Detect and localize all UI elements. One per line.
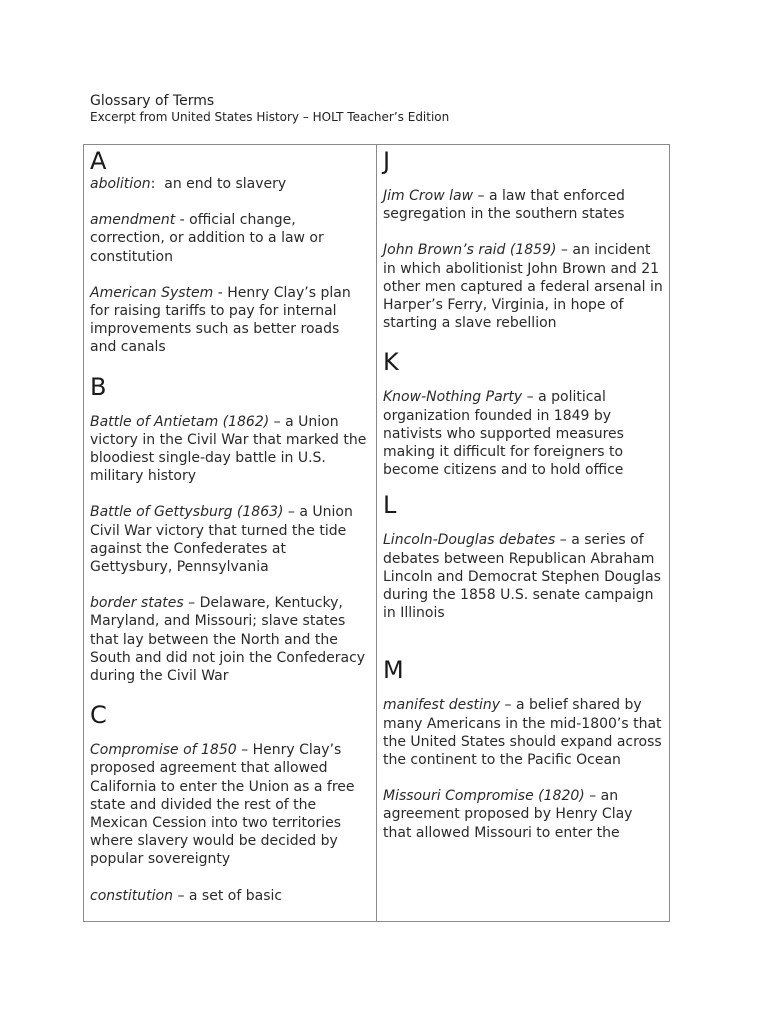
separator: – bbox=[500, 697, 516, 714]
term: abolition bbox=[90, 176, 151, 192]
definition: an agreement proposed by Henry Clay that allowed Missouri to enter the bbox=[383, 788, 633, 841]
term: Compromise of 1850 bbox=[90, 742, 237, 759]
term: manifest destiny bbox=[383, 697, 501, 714]
definition: an end to slavery bbox=[164, 176, 287, 192]
separator: - bbox=[213, 284, 228, 301]
separator: – bbox=[584, 788, 601, 805]
definition: a set of basic bbox=[188, 887, 283, 904]
page-title: Glossary of Terms bbox=[90, 93, 215, 109]
letter-heading-c: C bbox=[90, 701, 107, 730]
glossary-table bbox=[83, 144, 670, 922]
definition: a Union Civil War victory that turned the tide against the Confederates at Gettysbury, Pennsylvania bbox=[90, 504, 353, 576]
definition: Delaware, Kentucky, Maryland, and Missouri; slave states that lay between the North and the South and did not join the Confederacy during the Civil War bbox=[90, 595, 366, 685]
separator: – bbox=[236, 742, 253, 759]
term: Jim Crow law bbox=[383, 188, 474, 204]
definition: a political organization founded in 1849 by nativists who supported measures making it difficult for foreigners to become citizens and to hold office bbox=[383, 389, 624, 479]
glossary-entry-constitution bbox=[90, 887, 370, 905]
separator: – bbox=[556, 242, 573, 259]
separator: : bbox=[150, 176, 165, 192]
separator: – bbox=[522, 389, 539, 406]
letter-heading-m: M bbox=[383, 656, 404, 685]
glossary-entry-lincoln-douglas-debates bbox=[383, 531, 663, 622]
letter-heading-k: K bbox=[383, 348, 399, 377]
letter-heading-b: B bbox=[90, 372, 107, 401]
glossary-entry-jim-crow-law bbox=[383, 187, 663, 223]
glossary-entry-john-browns-raid bbox=[383, 241, 663, 332]
term: constitution bbox=[90, 887, 173, 904]
glossary-column-right bbox=[377, 145, 669, 921]
separator: - bbox=[175, 212, 190, 229]
definition: a belief shared by many Americans in the mid-1800’s that the United States should expand across the continent to the Pacific Ocean bbox=[383, 697, 662, 769]
definition: Henry Clay’s plan for raising tariffs to pay for internal improvements such as better roads and canals bbox=[90, 284, 351, 356]
glossary-entry-border-states bbox=[90, 594, 370, 685]
letter-heading-a: A bbox=[90, 147, 107, 175]
term: border states bbox=[90, 595, 184, 612]
term: Know-Nothing Party bbox=[383, 389, 523, 406]
glossary-column-left bbox=[84, 145, 377, 921]
glossary-entry-battle-of-gettysburg bbox=[90, 503, 370, 576]
separator: – bbox=[473, 188, 489, 204]
glossary-entry-compromise-of-1850 bbox=[90, 741, 370, 868]
document-header bbox=[90, 93, 449, 125]
letter-heading-l: L bbox=[383, 491, 397, 520]
definition: an incident in which abolitionist John Brown and 21 other men captured a federal arsenal in Harper’s Ferry, Virginia, in hope of starting a slave rebellion bbox=[383, 242, 663, 332]
definition: a Union victory in the Civil War that marked the bloodiest single-day battle in U.S. military history bbox=[90, 413, 367, 485]
page-subtitle: Excerpt from United States History – HOLT Teacher’s Edition bbox=[90, 110, 450, 124]
term: amendment bbox=[90, 212, 176, 229]
separator: – bbox=[283, 504, 300, 521]
definition: official change, correction, or addition to a law or constitution bbox=[90, 212, 324, 265]
glossary-entry-missouri-compromise bbox=[383, 787, 663, 842]
glossary-entry-manifest-destiny bbox=[383, 696, 663, 769]
glossary-entry-abolition bbox=[90, 175, 370, 193]
separator: – bbox=[269, 413, 286, 430]
separator: – bbox=[173, 887, 189, 904]
letter-heading-j: J bbox=[383, 147, 391, 175]
term: Missouri Compromise (1820) bbox=[383, 788, 585, 805]
glossary-entry-amendment bbox=[90, 211, 370, 266]
separator: – bbox=[555, 532, 572, 549]
glossary-entry-american-system bbox=[90, 284, 370, 357]
definition: a law that enforced segregation in the southern states bbox=[383, 188, 625, 223]
term: John Brown’s raid (1859) bbox=[383, 242, 557, 259]
definition: a series of debates between Republican Abraham Lincoln and Democrat Stephen Douglas during the 1858 U.S. senate campaign in Illinois bbox=[383, 532, 661, 622]
term: Battle of Gettysburg (1863) bbox=[90, 504, 284, 521]
term: Lincoln-Douglas debates bbox=[383, 532, 556, 549]
term: American System bbox=[90, 284, 214, 301]
glossary-entry-battle-of-antietam bbox=[90, 413, 370, 486]
separator: – bbox=[183, 595, 200, 612]
term: Battle of Antietam (1862) bbox=[90, 413, 270, 430]
glossary-entry-know-nothing-party bbox=[383, 388, 663, 479]
definition: Henry Clay’s proposed agreement that allowed California to enter the Union as a free state and divided the rest of the Mexican Cession into two territories where slavery would be decided by popular sovereignty bbox=[90, 742, 355, 868]
